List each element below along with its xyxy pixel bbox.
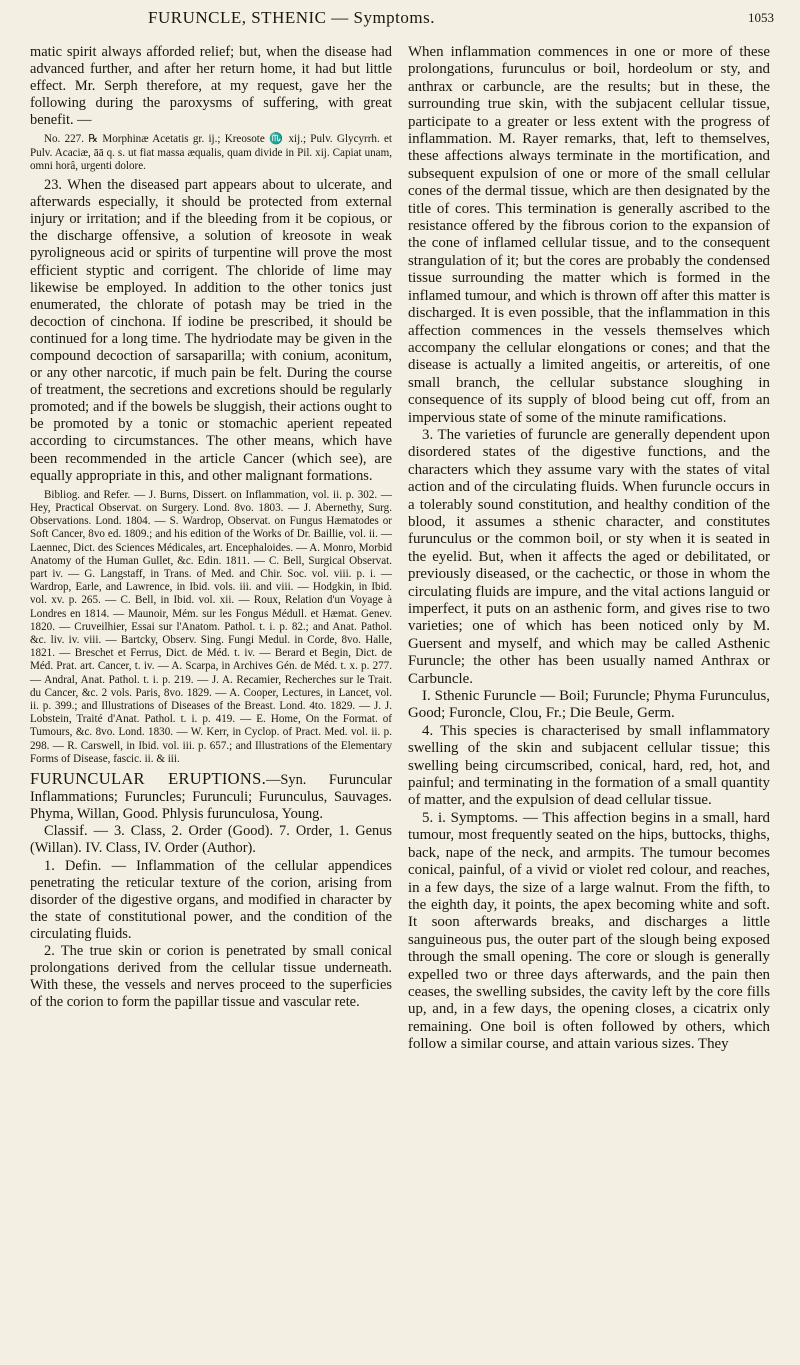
prescription: No. 227. ℞ Morphinæ Acetatis gr. ij.; Kreosote ♏ xij.; Pulv. Glycyrrh. et Pulv. Acaciæ, āā q. s. ut fiat massa æqualis, quam divide in Pil. xij. Capiat unam, omni horâ, urgenti dolore. <box>30 133 392 172</box>
bibliography: Bibliog. and Refer. — J. Burns, Dissert. on Inflammation, vol. ii. p. 302. — Hey, Practical Observat. on Surgery. Lond. 8vo. 1803. — J. Abernethy, Surg. Observations. Lond. 1804. — S. Wardrop, Observat. on Fungus Hæmatodes or Soft Cancer, 8vo ed. 1809.; and his edition of the Works of Dr. Baillie, vol. ii. — Laennec, Dict. des Sciences Médicales, art. Encephaloides. — A. Monro, Morbid Anatomy of the Human Gullet, &c. Edin. 1811. — C. Bell, Surgical Observat. part iv. — G. Langstaff, in Trans. of Med. and Chir. Soc. vol. viii. p. i. — Wardrop, Earle, and Lawrence, in Ibid. vols. iii. and viii. — Hodgkin, in Ibid. vol. xv. p. 265. — C. Bell, in Ibid. vol. xii. — Roux, Relation d'un Voyage à Londres en 1814. — Maunoir, Mém. sur les Fongus Médull. et Hæmat. Genev. 1820. — Cruveilhier, Essai sur l'Anatom. Pathol. t. i. p. 82.; and Anat. Pathol. &c. liv. iv. viii. — Bartcky, Observ. Sing. Fungi Medul. in Corde, 8vo. Halle, 1821. — Breschet et Ferrus, Dict. de Méd. t. iv. — Berard et Begin, Dict. de Méd. Prat. art. Cancer, t. iv. — A. Scarpa, in Archives Gén. de Méd. t. x. p. 277. — Andral, Anat. Pathol. t. i. p. 219. — J. A. Recamier, Recherches sur le Trait. du Cancer, &c. 2 vols. Paris, 8vo. 1829. — A. Cooper, Lectures, in Lancet, vol. ii. p. 399.; and Illustrations of Diseases of the Breast. Lond. 4to. 1829. — J. J. Lobstein, Traité d'Anat. Pathol. t. i. p. 419. — E. Home, On the Format. of Tumours, &c. 8vo. Lond. 1830. — W. Kerr, in Cyclop. of Pract. Med. vol. ii. p. 298. — R. Carswell, in Ibid. vol. iii. p. 657.; and Illustrations of the Elementary Forms of Disease, fascic. ii. & iii. <box>30 488 392 765</box>
entry-synonyms: —Syn. Furuncular Inflammations; Furuncles; Furunculi; Furunculus, Sauvages. Phyma, Willan, Good. Phlysis furunculosa, Young. <box>30 772 392 823</box>
page-header <box>0 6 800 36</box>
left-column <box>30 44 392 1011</box>
page-number: 1053 <box>748 10 774 25</box>
paragraph-23: 23. When the diseased part appears about to ulcerate, and afterwards especially, it should be protected from external injury or irritation; and if the bleeding from it be copious, or the discharge offensive, a solution of kreosote in weak pyroligneous acid or spirits of turpentine will prove the most efficient styptic and corrigent. The chloride of lime may likewise be employed. In addition to the other tonics just enumerated, the chlorate of potash may be tried in the decoction of cinchona. If iodine be prescribed, it should be continued for a long time. The hydriodate may be given in the compound decoction of sarsaparilla; with conium, aconitum, or any other narcotic, if much pain be felt. During the course of treatment, the secretions and excretions should be regularly promoted; and if the bowels be sluggish, their actions ought to be promoted by a tonic or stomachic aperient repeated according to circumstances. The other means, which have been recommended in the article Cancer (which see), are equally appropriate in this, and other malignant formations. <box>30 177 392 484</box>
paragraph-continuation: matic spirit always afforded relief; but, when the disease had advanced further, and after her return home, it had but little effect. Mr. Serph therefore, at my request, gave her the following during the paroxysms of suffering, with great benefit. — <box>30 44 392 129</box>
sthenic-furuncle-heading: I. Sthenic Furuncle — Boil; Furuncle; Phyma Furunculus, Good; Furoncle, Clou, Fr.; Die Beule, Germ. <box>408 688 770 722</box>
paragraph-4: 4. This species is characterised by small inflammatory swelling of the skin and subjacent cellular tissue; this swelling being circumscribed, conical, hard, red, hot, and painful; and terminating in the formation of a small quantity of matter, and the expulsion of dead cellular tissue. <box>408 722 770 809</box>
classification: Classif. — 3. Class, 2. Order (Good). 7. Order, 1. Genus (Willan). IV. Class, IV. Order (Author). <box>30 823 392 857</box>
paragraph-5: 5. i. Symptoms. — This affection begins in a small, hard tumour, most frequently seated on the hips, buttocks, thighs, back, nape of the neck, and armpits. The tumour becomes conical, painful, of a vivid or violet red colour, and reaches, in a few days, the size of a large walnut. From the fifth, to the eighth day, it points, the apex becoming white and soft. It soon afterwards breaks, and discharges a little sanguineous pus, the outer part of the slough being exposed through the small opening. The core or slough is generally expelled two or three days afterwards, and the pain then ceases, the swelling subsides, the cavity left by the core fills up, and, in a few days, the opening closes, a cicatrix only remaining. One boil is often followed by others, which follow a similar course, and attain various sizes. They <box>408 809 770 1053</box>
running-head: FURUNCLE, STHENIC — Symptoms. <box>148 8 435 27</box>
entry-heading <box>30 770 392 823</box>
paragraph-continuation-right: When inflammation commences in one or more of these prolongations, furunculus or boil, hordeolum or sty, and anthrax or carbuncle, are the results; but in these, the surrounding true skin, with the subjacent cellular tissue, participate to a greater or less extent with the progress of inflammation. M. Rayer remarks, that, left to themselves, these affections always terminate in the mortification, and subsequent expulsion of one or more of the small cellular cones of the dermal tissue, which are then designated by the title of cores. This termination is generally ascribed to the resistance offered by the fibrous corion to the expansion of the cone of inflamed cellular tissue, and to the consequent strangulation of it; but the cores are probably the condensed tissue surrounding the matter which is formed in the inflamed tumour, and which is thrown off after this matter is discharged. It is even possible, that the inflammation in this affection commences in the vessels themselves which accompany the cellular elongations or cones; and that the disease is actually a limited angeitis, or artereitis, of one small branch, the cellular substance sloughing in consequence of its supply of blood being cut off, from an impervious state of some of the minute ramifications. <box>408 44 770 426</box>
paragraph-3: 3. The varieties of furuncle are generally dependent upon disordered states of the digestive functions, and the characters which they assume vary with the states of vital action and of the circulating fluids. When furuncle occurs in a tolerably sound constitution, and healthy condition of the blood, it assumes a sthenic character, and constitutes furunculus or the common boil, or sty when it is seated in the eyelid. But, when it affects the aged or debilitated, or previously diseased, or the cachectic, or those in whom the circulating fluids are impure, and the vital actions languid or imperfect, it puts on an asthenic form, and gives rise to two varieties; one of which has been noticed only by M. Guersent and myself, and which may be called Asthenic Furuncle; the other has been usually named Anthrax or Carbuncle. <box>408 426 770 687</box>
right-column <box>408 44 770 1054</box>
paragraph-2: 2. The true skin or corion is penetrated by small conical prolongations derived from the cellular tissue underneath. With these, the vessels and nerves proceed to the superficies of the corion to form the papillar tissue and vascular rete. <box>30 942 392 1011</box>
entry-title: FURUNCULAR ERUPTIONS. <box>30 769 267 789</box>
definition: 1. Defin. — Inflammation of the cellular appendices penetrating the reticular texture of the corion, arising from disorder of the digestive organs, and modified in character by the state of constitutional power, and the condition of the circulating fluids. <box>30 857 392 942</box>
